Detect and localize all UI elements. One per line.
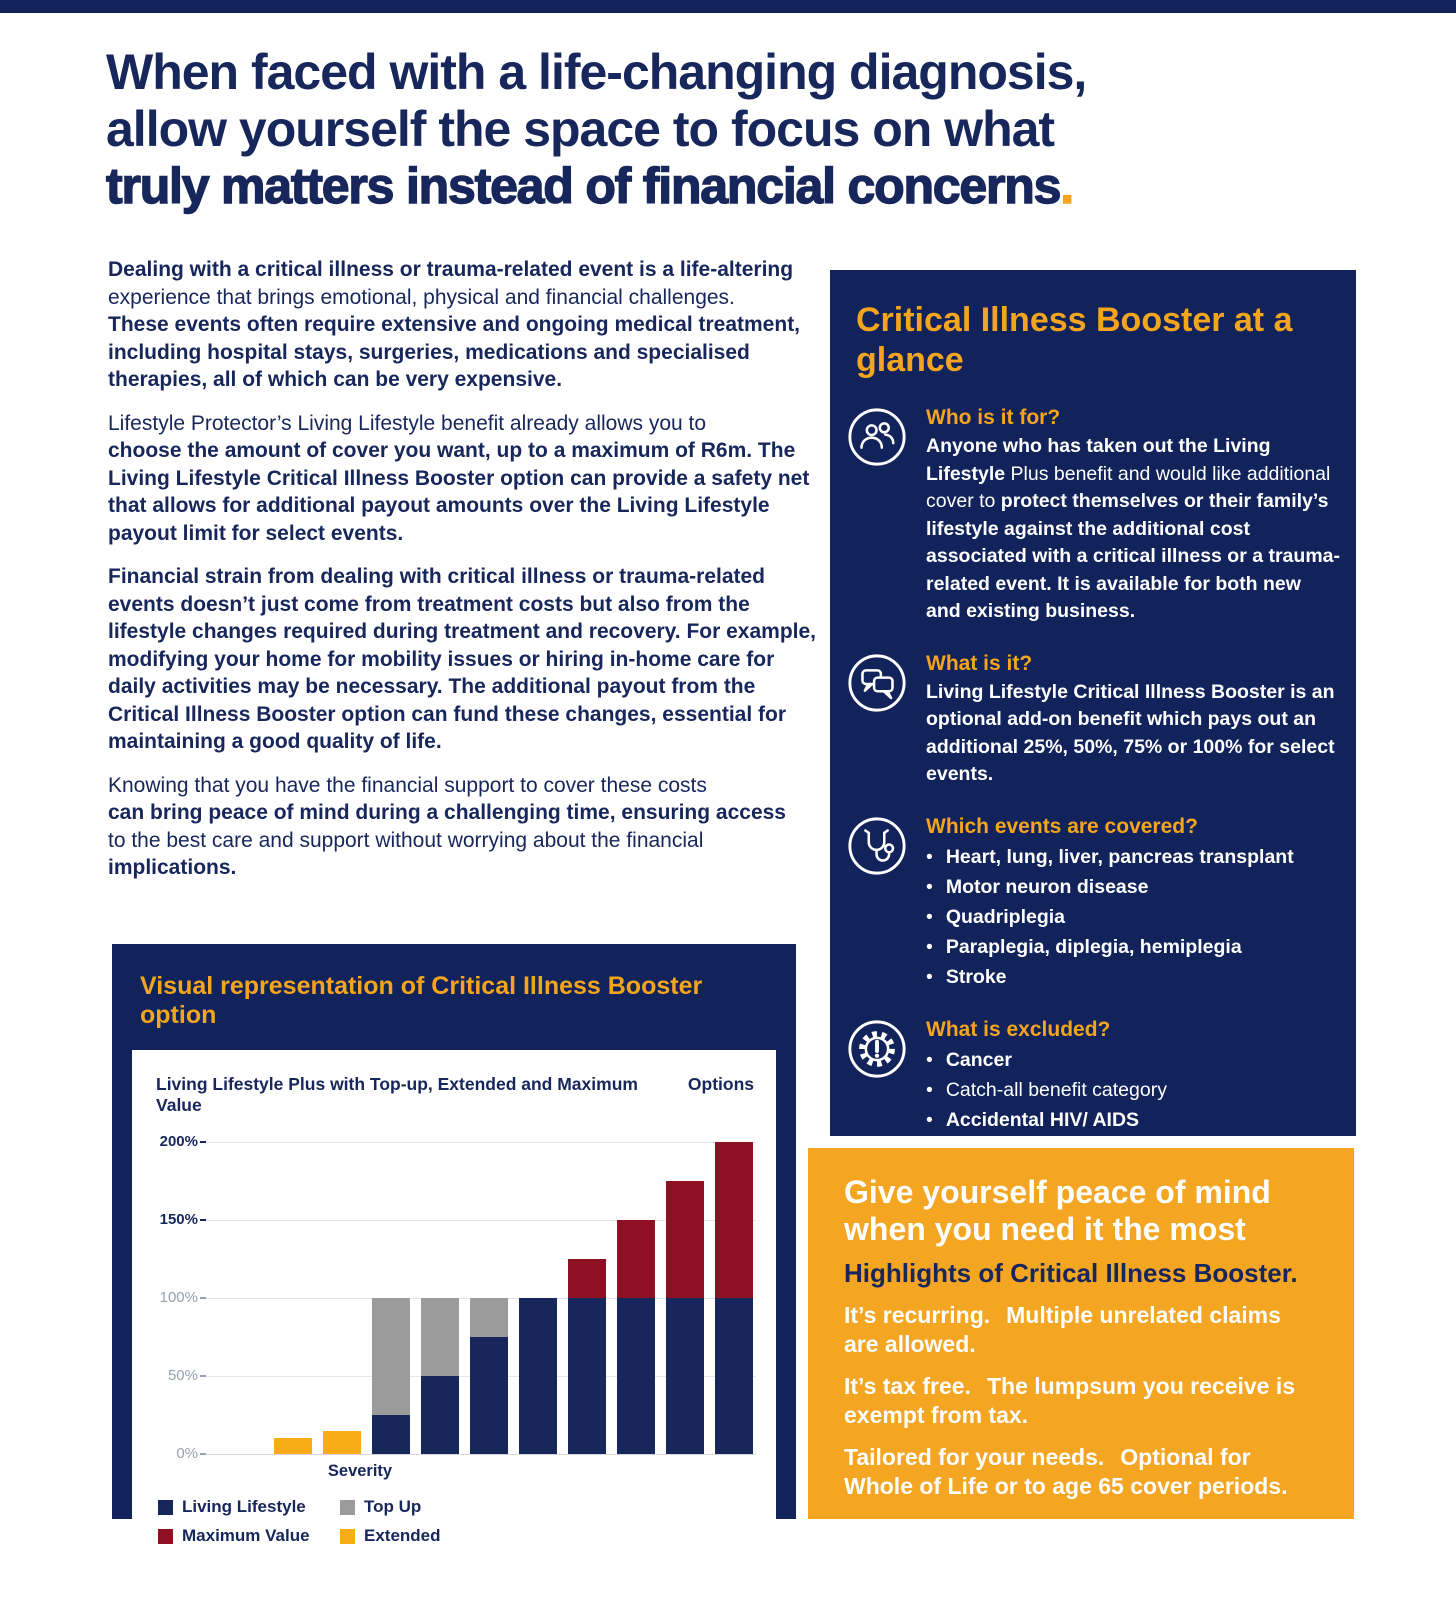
intro-paragraph bbox=[108, 772, 820, 882]
chart-bar-segment-living-lifestyle bbox=[372, 1415, 410, 1454]
bullet-text: Paraplegia, diplegia, hemiplegia bbox=[945, 935, 1242, 958]
chart-bar-segment-extended bbox=[274, 1438, 312, 1454]
text-segment: choose the amount of cover you want, up to a maximum of R6m. The Living Lifestyle Critical Illness Booster option can provide a safety net that allows for additional payout amounts over the Living Lifestyle payout limit for select events. bbox=[108, 439, 810, 545]
legend-label: Top Up bbox=[364, 1497, 422, 1516]
intro-paragraph bbox=[108, 563, 820, 756]
chart-bar-segment-maximum-value bbox=[715, 1142, 753, 1298]
bullet-marker: • bbox=[926, 1048, 933, 1071]
glance-heading-what: What is it? bbox=[926, 651, 1033, 675]
gridline bbox=[206, 1454, 756, 1455]
glance-section-excluded bbox=[846, 1018, 1340, 1135]
chart-bar-segment-extended bbox=[323, 1431, 361, 1454]
highlight-item bbox=[844, 1301, 1318, 1359]
y-axis-tick-label: 0% bbox=[176, 1445, 198, 1462]
bullet-marker: • bbox=[926, 875, 933, 898]
legend-item bbox=[340, 1497, 756, 1517]
chart-bar-segment-living-lifestyle bbox=[568, 1298, 606, 1454]
stethoscope-icon bbox=[846, 815, 910, 992]
chart-bar-segment-living-lifestyle bbox=[715, 1298, 753, 1454]
bullet-item bbox=[926, 842, 1340, 872]
glance-section-events bbox=[846, 815, 1340, 992]
chart-bar bbox=[568, 1259, 606, 1454]
chart-bar bbox=[470, 1298, 508, 1454]
bullet-text: Motor neuron disease bbox=[945, 875, 1149, 898]
legend-label: Extended bbox=[364, 1526, 441, 1545]
bullet-item bbox=[926, 932, 1340, 962]
top-accent-bar bbox=[0, 0, 1456, 13]
chart-bar-segment-maximum-value bbox=[568, 1259, 606, 1298]
gridline bbox=[206, 1142, 756, 1143]
y-axis-tick-label: 100% bbox=[159, 1289, 198, 1306]
gear-alert-icon bbox=[846, 1018, 910, 1135]
headline-line-1: When faced with a life-changing diagnosis, bbox=[106, 44, 1087, 100]
y-axis-tickmark bbox=[200, 1453, 206, 1455]
chart-card bbox=[132, 1050, 776, 1545]
speech-bubbles-icon bbox=[846, 652, 910, 789]
bullet-item bbox=[926, 1075, 1340, 1105]
y-axis-tick-label: 200% bbox=[159, 1133, 198, 1150]
chart-bar-segment-maximum-value bbox=[666, 1181, 704, 1298]
chart-bar bbox=[421, 1298, 459, 1454]
glance-body-what bbox=[926, 679, 1340, 789]
legend-swatch bbox=[340, 1529, 355, 1544]
glance-body-who bbox=[926, 433, 1340, 626]
chart-bar-segment-living-lifestyle bbox=[470, 1337, 508, 1454]
bullet-marker: • bbox=[926, 965, 933, 988]
bullet-text: Catch-all benefit category bbox=[945, 1078, 1167, 1101]
highlight-item bbox=[844, 1443, 1318, 1501]
legend-swatch bbox=[158, 1500, 173, 1515]
glance-bullets-excluded bbox=[926, 1045, 1340, 1135]
chart-corner-label: Options bbox=[687, 1074, 754, 1094]
bullet-item bbox=[926, 872, 1340, 902]
chart-bar bbox=[323, 1431, 361, 1454]
chart-x-axis-label: Severity bbox=[327, 1462, 393, 1480]
glance-heading-who: Who is it for? bbox=[926, 406, 1061, 429]
bullet-text: Accidental HIV/ AIDS bbox=[945, 1108, 1140, 1131]
chart-bar bbox=[715, 1142, 753, 1454]
text-segment: implications. bbox=[108, 856, 237, 879]
y-axis-tick-label: 50% bbox=[167, 1367, 198, 1384]
chart-bar-segment-maximum-value bbox=[617, 1220, 655, 1298]
text-segment: Knowing that you have the financial support to cover these costs bbox=[108, 773, 707, 797]
glance-panel bbox=[830, 270, 1356, 1136]
bullet-marker: • bbox=[926, 905, 933, 928]
highlight-lead: Tailored for your needs. bbox=[844, 1444, 1105, 1470]
chart-panel-title: Visual representation of Critical Illness Booster option bbox=[140, 972, 703, 1029]
chart-bar-segment-top-up bbox=[470, 1298, 508, 1337]
chart-plot-area bbox=[159, 1133, 756, 1462]
headline-line-2: allow yourself the space to focus on what bbox=[106, 101, 1055, 157]
chart-bar-segment-living-lifestyle bbox=[519, 1298, 557, 1454]
text-segment: Plus benefit and would like additional cover to bbox=[926, 462, 1331, 512]
bullet-marker: • bbox=[926, 1108, 933, 1131]
bullet-text: Quadriplegia bbox=[945, 905, 1066, 928]
y-axis-tickmark bbox=[200, 1219, 206, 1221]
highlight-lead: It’s tax free. bbox=[844, 1373, 971, 1399]
text-segment: can bring peace of mind during a challenging time, ensuring access bbox=[108, 801, 786, 824]
legend-item bbox=[158, 1497, 340, 1517]
y-axis-tick-label: 150% bbox=[159, 1211, 198, 1228]
chart-bar bbox=[372, 1298, 410, 1454]
chart-bar bbox=[519, 1298, 557, 1454]
highlight-lead: It’s recurring. bbox=[844, 1302, 991, 1328]
page-title bbox=[106, 44, 1386, 215]
highlight-detail: Multiple unrelated claims are allowed. bbox=[844, 1302, 1281, 1357]
chart-bar-segment-living-lifestyle bbox=[617, 1298, 655, 1454]
bullet-text: Heart, lung, liver, pancreas transplant bbox=[945, 845, 1294, 868]
text-segment: experience that brings emotional, physical and financial challenges. bbox=[108, 285, 735, 309]
y-axis-tickmark bbox=[200, 1141, 206, 1143]
bullet-marker: • bbox=[926, 935, 933, 958]
highlight-detail: The lumpsum you receive is exempt from tax. bbox=[844, 1373, 1296, 1428]
bullet-text: Cancer bbox=[945, 1048, 1012, 1071]
text-segment: Dealing with a critical illness or trauma-related event is a life-altering bbox=[108, 258, 794, 281]
bullet-item bbox=[926, 1045, 1340, 1075]
text-segment: Lifestyle Protector’s Living Lifestyle benefit already allows you to bbox=[108, 411, 707, 435]
chart-bar bbox=[666, 1181, 704, 1454]
text-segment: Anyone who has taken out the Living Lifestyle bbox=[926, 435, 1271, 485]
glance-bullets-events bbox=[926, 842, 1340, 992]
chart-bar-segment-living-lifestyle bbox=[421, 1376, 459, 1454]
glance-section-who bbox=[846, 406, 1340, 626]
highlights-subtitle: Highlights of Critical Illness Booster. bbox=[844, 1258, 1298, 1288]
glance-heading-excluded: What is excluded? bbox=[926, 1017, 1111, 1041]
bullet-item bbox=[926, 902, 1340, 932]
glance-panel-title: Critical Illness Booster at a glance bbox=[856, 301, 1293, 379]
chart-bar bbox=[274, 1438, 312, 1454]
intro-paragraph bbox=[108, 256, 820, 394]
chart-bar-segment-top-up bbox=[421, 1298, 459, 1376]
bullet-text: Stroke bbox=[945, 965, 1007, 988]
text-segment: protect themselves or their family’s lifestyle against the additional cost associated with a critical illness or a trauma-related event. It is available for both new and existing business. bbox=[926, 490, 1340, 622]
highlights-panel bbox=[808, 1148, 1354, 1519]
highlights-list bbox=[844, 1301, 1318, 1501]
intro-paragraph bbox=[108, 410, 820, 548]
headline-line-3: truly matters instead of financial concerns bbox=[106, 158, 1061, 214]
text-segment: Living Lifestyle Critical Illness Booster is an optional add-on benefit which pays out an additional 25%, 50%, 75% or 100% for select events. bbox=[926, 680, 1335, 785]
bullet-item bbox=[926, 1105, 1340, 1135]
chart-legend bbox=[158, 1497, 756, 1546]
chart-panel bbox=[112, 944, 796, 1545]
legend-swatch bbox=[158, 1529, 173, 1544]
y-axis-tickmark bbox=[200, 1375, 206, 1377]
text-segment: Financial strain from dealing with critical illness or trauma-related events doesn’t just come from treatment costs but also from the lifestyle changes required during treatment and recovery. For example, modifying your home for mobility issues or hiring in-home care for daily activities may be necessary. The additional payout from the Critical Illness Booster option can fund these changes, essential for maintaining a good quality of life. bbox=[108, 565, 817, 753]
people-icon bbox=[846, 406, 910, 626]
glance-heading-events: Which events are covered? bbox=[926, 814, 1198, 838]
legend-swatch bbox=[340, 1500, 355, 1515]
headline-accent-period: . bbox=[1060, 158, 1073, 214]
text-segment: to the best care and support without worrying about the financial bbox=[108, 828, 704, 852]
highlights-title: Give yourself peace of mind when you need it the most bbox=[844, 1174, 1271, 1247]
legend-label: Maximum Value bbox=[182, 1526, 310, 1545]
legend-item bbox=[340, 1526, 756, 1546]
bullet-marker: • bbox=[926, 845, 933, 868]
text-segment: These events often require extensive and ongoing medical treatment, including hospital stays, surgeries, medications and specialised therapies, all of which can be very expensive. bbox=[108, 313, 801, 391]
highlight-item bbox=[844, 1372, 1318, 1430]
chart-bar-segment-top-up bbox=[372, 1298, 410, 1415]
y-axis-tickmark bbox=[200, 1297, 206, 1299]
highlight-detail: Optional for Whole of Life or to age 65 cover periods. bbox=[844, 1444, 1288, 1499]
legend-label: Living Lifestyle bbox=[182, 1497, 306, 1516]
glance-section-what bbox=[846, 652, 1340, 789]
chart-bar-segment-living-lifestyle bbox=[666, 1298, 704, 1454]
intro-text-column bbox=[108, 256, 820, 898]
chart-title: Living Lifestyle Plus with Top-up, Extended and Maximum Value bbox=[156, 1074, 638, 1115]
legend-item bbox=[158, 1526, 340, 1546]
bullet-marker: • bbox=[926, 1078, 933, 1101]
chart-bar bbox=[617, 1220, 655, 1454]
bullet-item bbox=[926, 962, 1340, 992]
